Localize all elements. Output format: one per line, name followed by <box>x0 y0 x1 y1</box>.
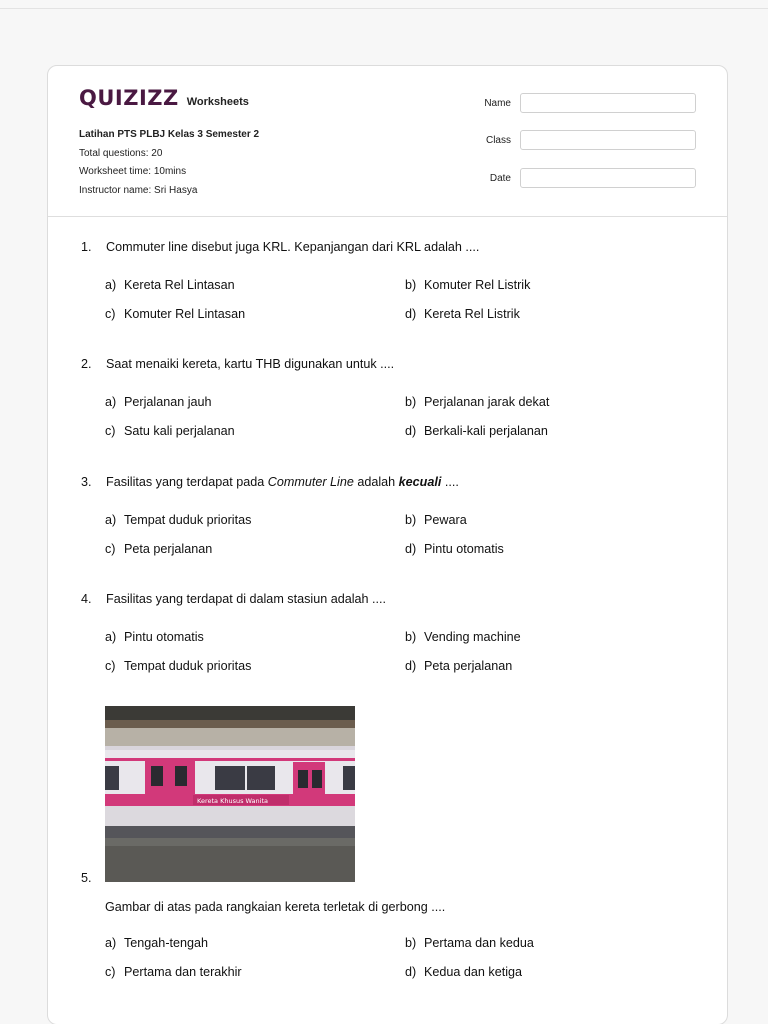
answer-option[interactable] <box>105 630 204 644</box>
answer-option[interactable] <box>105 395 212 409</box>
train-sign-text: Kereta Khusus Wanita <box>197 797 268 805</box>
answer-option[interactable] <box>405 307 520 321</box>
answer-option[interactable] <box>105 424 235 438</box>
answer-option[interactable] <box>405 630 521 644</box>
option-text: Peta perjalanan <box>424 659 513 673</box>
question-text: Commuter line disebut juga KRL. Kepanjangan dari KRL adalah .... <box>106 240 480 254</box>
date-field-row <box>456 168 696 188</box>
question-number: 4. <box>81 592 92 606</box>
answer-option[interactable] <box>105 307 245 321</box>
option-letter: b) <box>405 513 417 527</box>
option-letter: a) <box>105 936 117 950</box>
question-number: 2. <box>81 357 92 371</box>
answer-option[interactable] <box>405 513 467 527</box>
option-letter: d) <box>405 424 417 438</box>
worksheet-title: Latihan PTS PLBJ Kelas 3 Semester 2 <box>79 129 260 140</box>
answer-option[interactable] <box>105 513 251 527</box>
option-text: Komuter Rel Lintasan <box>124 307 246 321</box>
top-divider <box>0 8 768 9</box>
option-text: Vending machine <box>424 630 521 644</box>
answer-option[interactable] <box>405 965 522 979</box>
option-letter: b) <box>405 936 417 950</box>
question-number: 3. <box>81 475 92 489</box>
worksheet-header <box>48 66 727 217</box>
question-2-stem <box>81 357 394 371</box>
option-text: Satu kali perjalanan <box>124 424 235 438</box>
option-letter: a) <box>105 513 117 527</box>
train-photo <box>105 706 355 882</box>
answer-option[interactable] <box>405 424 548 438</box>
option-letter: a) <box>105 630 117 644</box>
answer-option[interactable] <box>105 659 251 673</box>
option-text: Pintu otomatis <box>424 542 504 556</box>
answer-option[interactable] <box>405 936 534 950</box>
question-1-stem <box>81 240 479 254</box>
date-label: Date <box>489 172 511 184</box>
option-text: Berkali-kali perjalanan <box>424 424 548 438</box>
answer-option[interactable] <box>405 542 504 556</box>
option-text: Pewara <box>424 513 467 527</box>
option-letter: a) <box>105 278 117 292</box>
question-4-stem <box>81 592 386 606</box>
question-text: adalah <box>353 475 399 489</box>
option-letter: b) <box>405 630 417 644</box>
train-illustration <box>105 706 355 882</box>
class-input[interactable] <box>520 130 696 150</box>
name-label: Name <box>484 97 511 109</box>
option-letter: c) <box>105 307 116 321</box>
option-text: Perjalanan jauh <box>124 395 212 409</box>
option-text: Kereta Rel Lintasan <box>124 278 235 292</box>
option-text: Pertama dan terakhir <box>124 965 242 979</box>
question-5-number: 5. <box>81 871 92 885</box>
option-letter: d) <box>405 307 417 321</box>
option-letter: b) <box>405 278 417 292</box>
total-questions: Total questions: 20 <box>79 147 163 159</box>
option-text: Pertama dan kedua <box>424 936 534 950</box>
name-input[interactable] <box>520 93 696 113</box>
date-input[interactable] <box>520 168 696 188</box>
quizizz-logo <box>79 86 249 110</box>
answer-option[interactable] <box>405 659 512 673</box>
option-letter: c) <box>105 659 116 673</box>
option-letter: c) <box>105 965 116 979</box>
option-text: Pintu otomatis <box>124 630 204 644</box>
option-letter: d) <box>405 965 417 979</box>
option-letter: a) <box>105 395 117 409</box>
question-text: Fasilitas yang terdapat pada <box>106 475 268 489</box>
option-text: Kedua dan ketiga <box>424 965 523 979</box>
name-field-row <box>456 93 696 113</box>
logo-wordmark: QUIZIZZ <box>79 86 179 110</box>
option-text: Tengah-tengah <box>124 936 209 950</box>
option-letter: c) <box>105 542 116 556</box>
question-text: .... <box>441 475 459 489</box>
answer-option[interactable] <box>105 278 235 292</box>
option-letter: d) <box>405 659 417 673</box>
option-text: Tempat duduk prioritas <box>124 513 252 527</box>
instructor-name: Instructor name: Sri Hasya <box>79 184 198 196</box>
question-text: kecuali <box>398 475 442 489</box>
class-label: Class <box>485 134 511 146</box>
option-text: Komuter Rel Listrik <box>424 278 531 292</box>
option-text: Tempat duduk prioritas <box>124 659 252 673</box>
logo-subtitle: Worksheets <box>186 96 249 108</box>
worksheet <box>47 65 728 1024</box>
answer-option[interactable] <box>105 965 242 979</box>
option-text: Perjalanan jarak dekat <box>424 395 550 409</box>
option-letter: c) <box>105 424 116 438</box>
question-3-stem <box>81 475 459 489</box>
option-text: Kereta Rel Listrik <box>424 307 520 321</box>
question-5-text: Gambar di atas pada rangkaian kereta terletak di gerbong .... <box>105 900 446 914</box>
worksheet-time: Worksheet time: 10mins <box>79 166 187 177</box>
answer-option[interactable] <box>405 278 530 292</box>
question-text: Saat menaiki kereta, kartu THB digunakan untuk .... <box>106 357 395 371</box>
question-text: Fasilitas yang terdapat di dalam stasiun adalah .... <box>106 592 387 606</box>
answer-option[interactable] <box>405 395 549 409</box>
answer-option[interactable] <box>105 936 208 950</box>
option-letter: b) <box>405 395 417 409</box>
question-text: Commuter Line <box>267 475 354 489</box>
question-number: 1. <box>81 240 92 254</box>
worksheet-meta <box>79 126 259 200</box>
option-letter: d) <box>405 542 417 556</box>
answer-option[interactable] <box>105 542 212 556</box>
option-text: Peta perjalanan <box>124 542 213 556</box>
class-field-row <box>456 130 696 150</box>
